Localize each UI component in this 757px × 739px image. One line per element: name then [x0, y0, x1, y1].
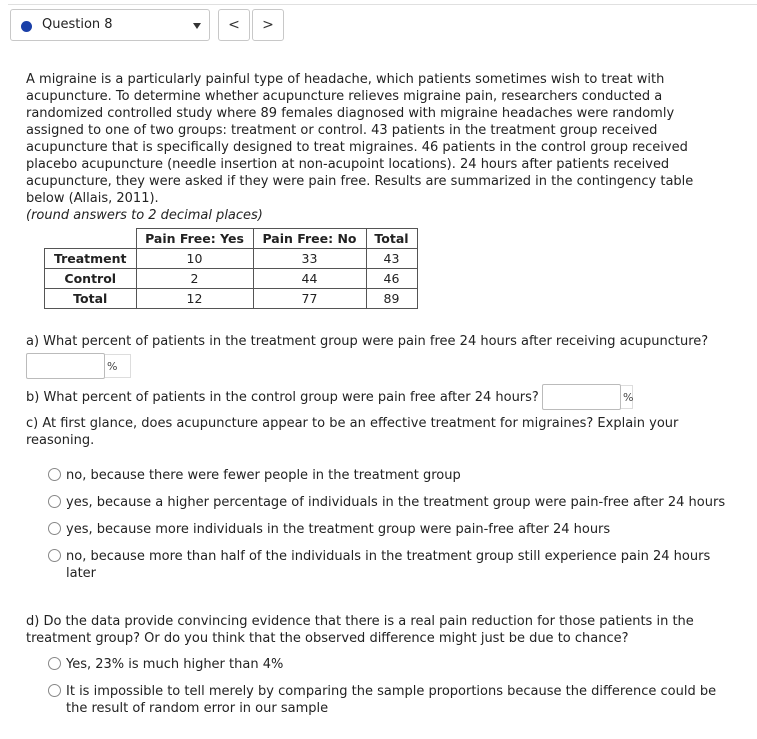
radio-icon[interactable] [48, 495, 61, 508]
part-d-option[interactable] [48, 656, 738, 673]
table-cell: 43 [366, 249, 417, 269]
option-label: no, because there were fewer people in the treatment group [66, 468, 461, 483]
option-label: Yes, 23% is much higher than 4% [66, 657, 284, 672]
question-select-label: Question 8 [42, 17, 113, 32]
part-c-option[interactable] [48, 467, 738, 484]
next-question-button[interactable]: > [252, 9, 284, 41]
radio-icon[interactable] [48, 522, 61, 535]
part-d-option[interactable] [48, 683, 728, 717]
part-b-answer-input[interactable] [542, 384, 621, 410]
table-corner-cell [45, 229, 137, 249]
part-c-option[interactable] [48, 494, 738, 511]
option-label: no, because more than half of the individuals in the treatment group still experience pain 24 hours later [66, 549, 711, 581]
top-divider [8, 4, 757, 5]
part-d-question: d) Do the data provide convincing evidence that there is a real pain reduction for those patients in the treatment group? Or do you think that the observed difference might just be due to chance? [26, 614, 694, 646]
radio-icon[interactable] [48, 549, 61, 562]
row-label: Total [45, 289, 137, 309]
table-cell: 12 [136, 289, 253, 309]
option-label: yes, because a higher percentage of individuals in the treatment group were pain-free after 24 hours [66, 495, 726, 510]
table-header: Total [366, 229, 417, 249]
table-cell: 89 [366, 289, 417, 309]
part-c-option[interactable] [48, 548, 728, 582]
part-b-unit: % [621, 385, 633, 409]
question-select[interactable] [10, 9, 210, 41]
table-header-row [45, 229, 418, 249]
option-label: It is impossible to tell merely by comparing the sample proportions because the difference could be the result of random error in our sample [66, 684, 717, 716]
table-cell: 33 [253, 249, 366, 269]
table-cell: 46 [366, 269, 417, 289]
radio-icon[interactable] [48, 684, 61, 697]
part-c-option[interactable] [48, 521, 738, 538]
previous-question-button[interactable]: < [218, 9, 250, 41]
question-intro [26, 71, 731, 224]
table-row [45, 289, 418, 309]
part-a-answer-input[interactable] [26, 353, 105, 379]
part-c-question: c) At first glance, does acupuncture appear to be an effective treatment for migraines? Explain your reasoning. [26, 416, 679, 448]
table-cell: 44 [253, 269, 366, 289]
row-label: Control [45, 269, 137, 289]
rounding-note: (round answers to 2 decimal places) [26, 208, 263, 223]
contingency-table [44, 228, 418, 309]
table-cell: 10 [136, 249, 253, 269]
table-header: Pain Free: No [253, 229, 366, 249]
intro-text: A migraine is a particularly painful type of headache, which patients sometimes wish to treat with acupuncture. To determine whether acupuncture relieves migraine pain, researchers conducted a randomized controlled study where 89 females diagnosed with migraine headaches were randomly assigned to one of two groups: treatment or control. 43 patients in the treatment group received acupuncture that is specifically designed to treat migraines. 46 patients in the control group received placebo acupuncture (needle insertion at non-acupoint locations). 24 hours after patients received acupuncture, they were asked if they were pain free. Results are summarized in the contingency table below (Allais, 2011). [26, 72, 694, 206]
table-row [45, 249, 418, 269]
question-status-dot-icon [21, 21, 32, 32]
table-header: Pain Free: Yes [136, 229, 253, 249]
option-label: yes, because more individuals in the treatment group were pain-free after 24 hours [66, 522, 611, 537]
table-cell: 77 [253, 289, 366, 309]
part-b-question: b) What percent of patients in the control group were pain free after 24 hours? [26, 390, 539, 405]
row-label: Treatment [45, 249, 137, 269]
part-a-question: a) What percent of patients in the treatment group were pain free 24 hours after receiving acupuncture? [26, 334, 709, 349]
chevron-down-icon [193, 23, 201, 29]
radio-icon[interactable] [48, 657, 61, 670]
table-cell: 2 [136, 269, 253, 289]
part-a-unit: % [105, 354, 131, 378]
table-row [45, 269, 418, 289]
radio-icon[interactable] [48, 468, 61, 481]
